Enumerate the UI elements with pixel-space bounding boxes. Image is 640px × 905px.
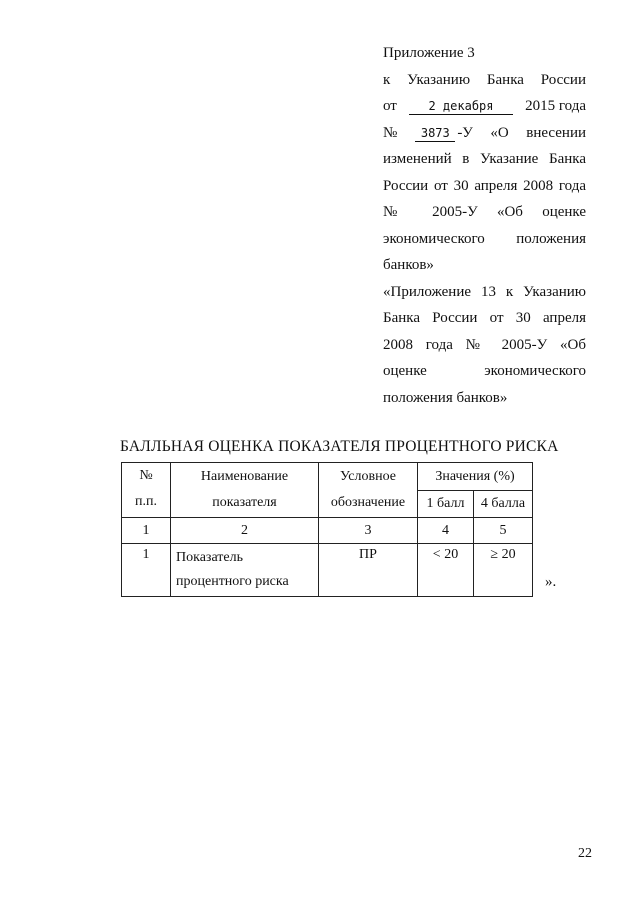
header-symbol-top: Условное — [340, 469, 396, 484]
index-cell-2: 2 — [171, 518, 319, 544]
table-row — [122, 544, 533, 597]
appendix-title: Приложение 3 — [383, 45, 475, 61]
appendix-line-13: положения банков» — [383, 389, 508, 406]
header-values-cell: Значения (%) — [418, 463, 533, 491]
index-cell-5: 5 — [474, 518, 533, 544]
appendix-line-7: экономического положения — [383, 230, 586, 247]
header-num-bottom: п.п. — [135, 494, 157, 509]
row-name-line-2: процентного риска — [176, 574, 289, 589]
row-value-1: < 20 — [418, 544, 474, 597]
number-rest: -У «О внесении — [457, 124, 586, 141]
row-name-line-1: Показатель — [176, 550, 243, 565]
index-cell-4: 4 — [418, 518, 474, 544]
row-num: 1 — [122, 544, 171, 597]
date-year: 2015 года — [525, 98, 586, 114]
appendix-line-4: изменений в Указание Банка — [383, 151, 586, 167]
appendix-line-2: к Указанию Банка России — [383, 71, 586, 88]
number-sign: № — [383, 124, 398, 141]
appendix-line-6: № 2005-У «Об оценке — [383, 204, 586, 220]
header-name-bottom: показателя — [212, 495, 277, 510]
header-num-cell — [122, 463, 171, 518]
appendix-line-9: «Приложение 13 к Указанию — [383, 283, 586, 300]
header-name-top: Наименование — [200, 469, 289, 484]
appendix-number-line — [383, 120, 586, 147]
header-name-cell — [171, 463, 319, 518]
header-symbol-cell — [319, 463, 418, 518]
appendix-line-11: 2008 года № 2005-У «Об — [383, 336, 586, 353]
index-cell-3: 3 — [319, 518, 418, 544]
row-indicator-name — [171, 544, 319, 597]
page-number: 22 — [578, 846, 592, 861]
risk-score-table — [121, 462, 533, 597]
header-num-top: № — [139, 468, 153, 483]
appendix-header — [383, 40, 586, 411]
appendix-date-line — [383, 93, 586, 120]
appendix-line-8: банков» — [383, 257, 434, 273]
number-group — [415, 120, 455, 147]
index-cell-1: 1 — [122, 518, 171, 544]
number-blank-field: 3873 — [415, 125, 455, 142]
appendix-line-10: Банка России от 30 апреля — [383, 310, 586, 326]
appendix-line-12: оценке экономического — [383, 363, 586, 379]
row-value-4: ≥ 20 — [474, 544, 533, 597]
date-prefix: от — [383, 98, 397, 114]
header-score-4: 4 балла — [474, 491, 533, 518]
closing-quote-mark: ». — [545, 574, 557, 590]
date-blank-field: 2 декабря — [409, 98, 513, 115]
table-title: БАЛЛЬНАЯ ОЦЕНКА ПОКАЗАТЕЛЯ ПРОЦЕНТНОГО РИСКА — [120, 438, 559, 455]
header-symbol-bottom: обозначение — [330, 495, 406, 510]
header-score-1: 1 балл — [418, 491, 474, 518]
index-row — [122, 518, 533, 544]
appendix-line-5: России от 30 апреля 2008 года — [383, 177, 586, 194]
row-symbol: ПР — [319, 544, 418, 597]
